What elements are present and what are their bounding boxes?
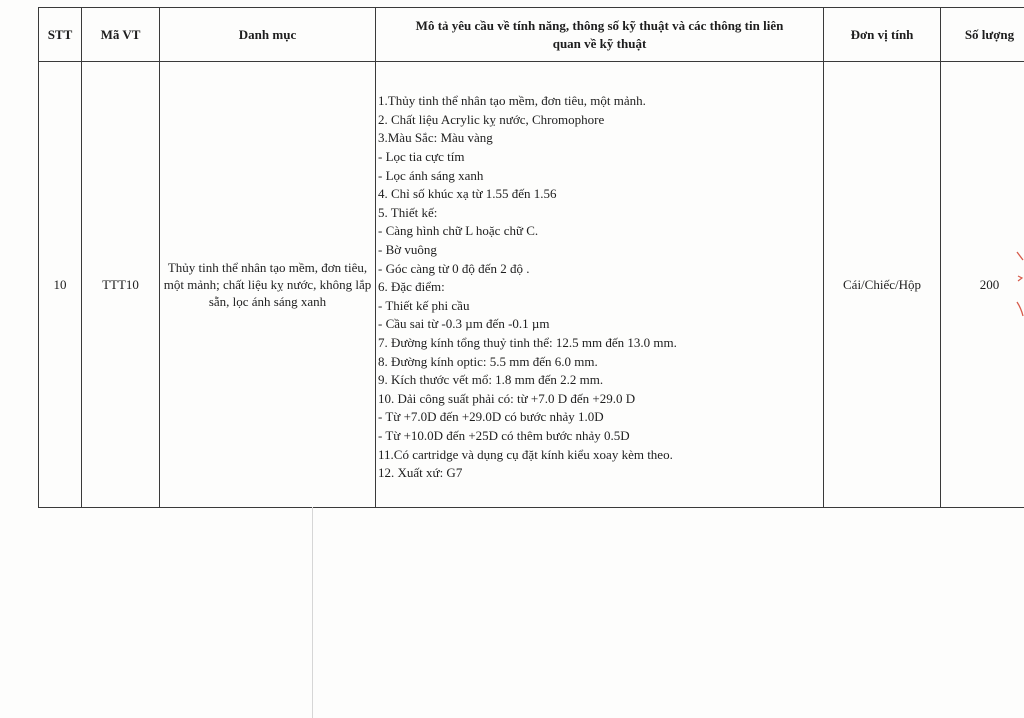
mo-ta-line: - Lọc tia cực tím — [378, 149, 465, 165]
cell-ma-vt: TTT10 — [82, 62, 160, 508]
mo-ta-line: 6. Đặc điểm: — [378, 279, 445, 295]
header-ma-vt: Mã VT — [82, 8, 160, 62]
cell-stt: 10 — [39, 62, 82, 508]
mo-ta-line: - Thiết kế phi cầu — [378, 297, 470, 313]
mo-ta-list — [376, 66, 823, 502]
mo-ta-line: 1.Thủy tinh thể nhân tạo mềm, đơn tiêu, một mảnh. — [378, 93, 646, 109]
spec-table — [38, 7, 1024, 508]
mo-ta-line: - Từ +7.0D đến +29.0D có bước nhảy 1.0D — [378, 409, 604, 425]
mo-ta-line: - Lọc ánh sáng xanh — [378, 167, 484, 183]
cell-so-luong: 200 — [941, 62, 1024, 508]
danh-muc-text: Thủy tinh thể nhân tạo mềm, đơn tiêu, một mảnh; chất liệu kỵ nước, không lắp sẵn, lọc ánh sáng xanh — [163, 260, 372, 309]
mo-ta-line: - Cầu sai từ -0.3 µm đến -0.1 µm — [378, 316, 550, 332]
mo-ta-line: 8. Đường kính optic: 5.5 mm đến 6.0 mm. — [378, 353, 598, 369]
mo-ta-line: 10. Dải công suất phải có: từ +7.0 D đến +29.0 D — [378, 390, 636, 406]
stamp-fragment-icon — [1015, 250, 1024, 320]
header-stt: STT — [39, 8, 82, 62]
cell-mo-ta — [376, 62, 824, 508]
mo-ta-line: 7. Đường kính tổng thuỷ tinh thể: 12.5 mm đến 13.0 mm. — [378, 334, 677, 350]
stamp-fragment — [1015, 250, 1024, 320]
mo-ta-line: 11.Có cartridge và dụng cụ đặt kính kiểu xoay kèm theo. — [378, 446, 673, 462]
header-don-vi-tinh: Đơn vị tính — [824, 8, 941, 62]
mo-ta-line: 3.Màu Sắc: Màu vàng — [378, 130, 493, 146]
table-row — [39, 62, 1024, 508]
mo-ta-line: 5. Thiết kế: — [378, 204, 438, 220]
mo-ta-line: - Bờ vuông — [378, 242, 437, 258]
mo-ta-line: 12. Xuất xứ: G7 — [378, 465, 463, 481]
mo-ta-line: 2. Chất liệu Acrylic kỵ nước, Chromophore — [378, 111, 605, 127]
mo-ta-line: 9. Kích thước vết mổ: 1.8 mm đến 2.2 mm. — [378, 372, 604, 388]
mo-ta-line: - Càng hình chữ L hoặc chữ C. — [378, 223, 539, 239]
header-danh-muc: Danh mục — [160, 8, 376, 62]
mo-ta-line: - Từ +10.0D đến +25D có thêm bước nhảy 0.5D — [378, 427, 630, 443]
cell-don-vi-tinh: Cái/Chiếc/Hộp — [824, 62, 941, 508]
mo-ta-line: 4. Chỉ số khúc xạ từ 1.55 đến 1.56 — [378, 186, 557, 202]
table-header-row — [39, 8, 1024, 62]
scan-fold-line — [312, 507, 313, 718]
mo-ta-line: - Góc càng từ 0 độ đến 2 độ . — [378, 260, 530, 276]
cell-danh-muc — [160, 62, 376, 508]
header-mo-ta: Mô tả yêu cầu về tính năng, thông số kỹ thuật và các thông tin liên quan về kỹ thuật — [376, 8, 824, 62]
header-so-luong: Số lượng — [941, 8, 1024, 62]
